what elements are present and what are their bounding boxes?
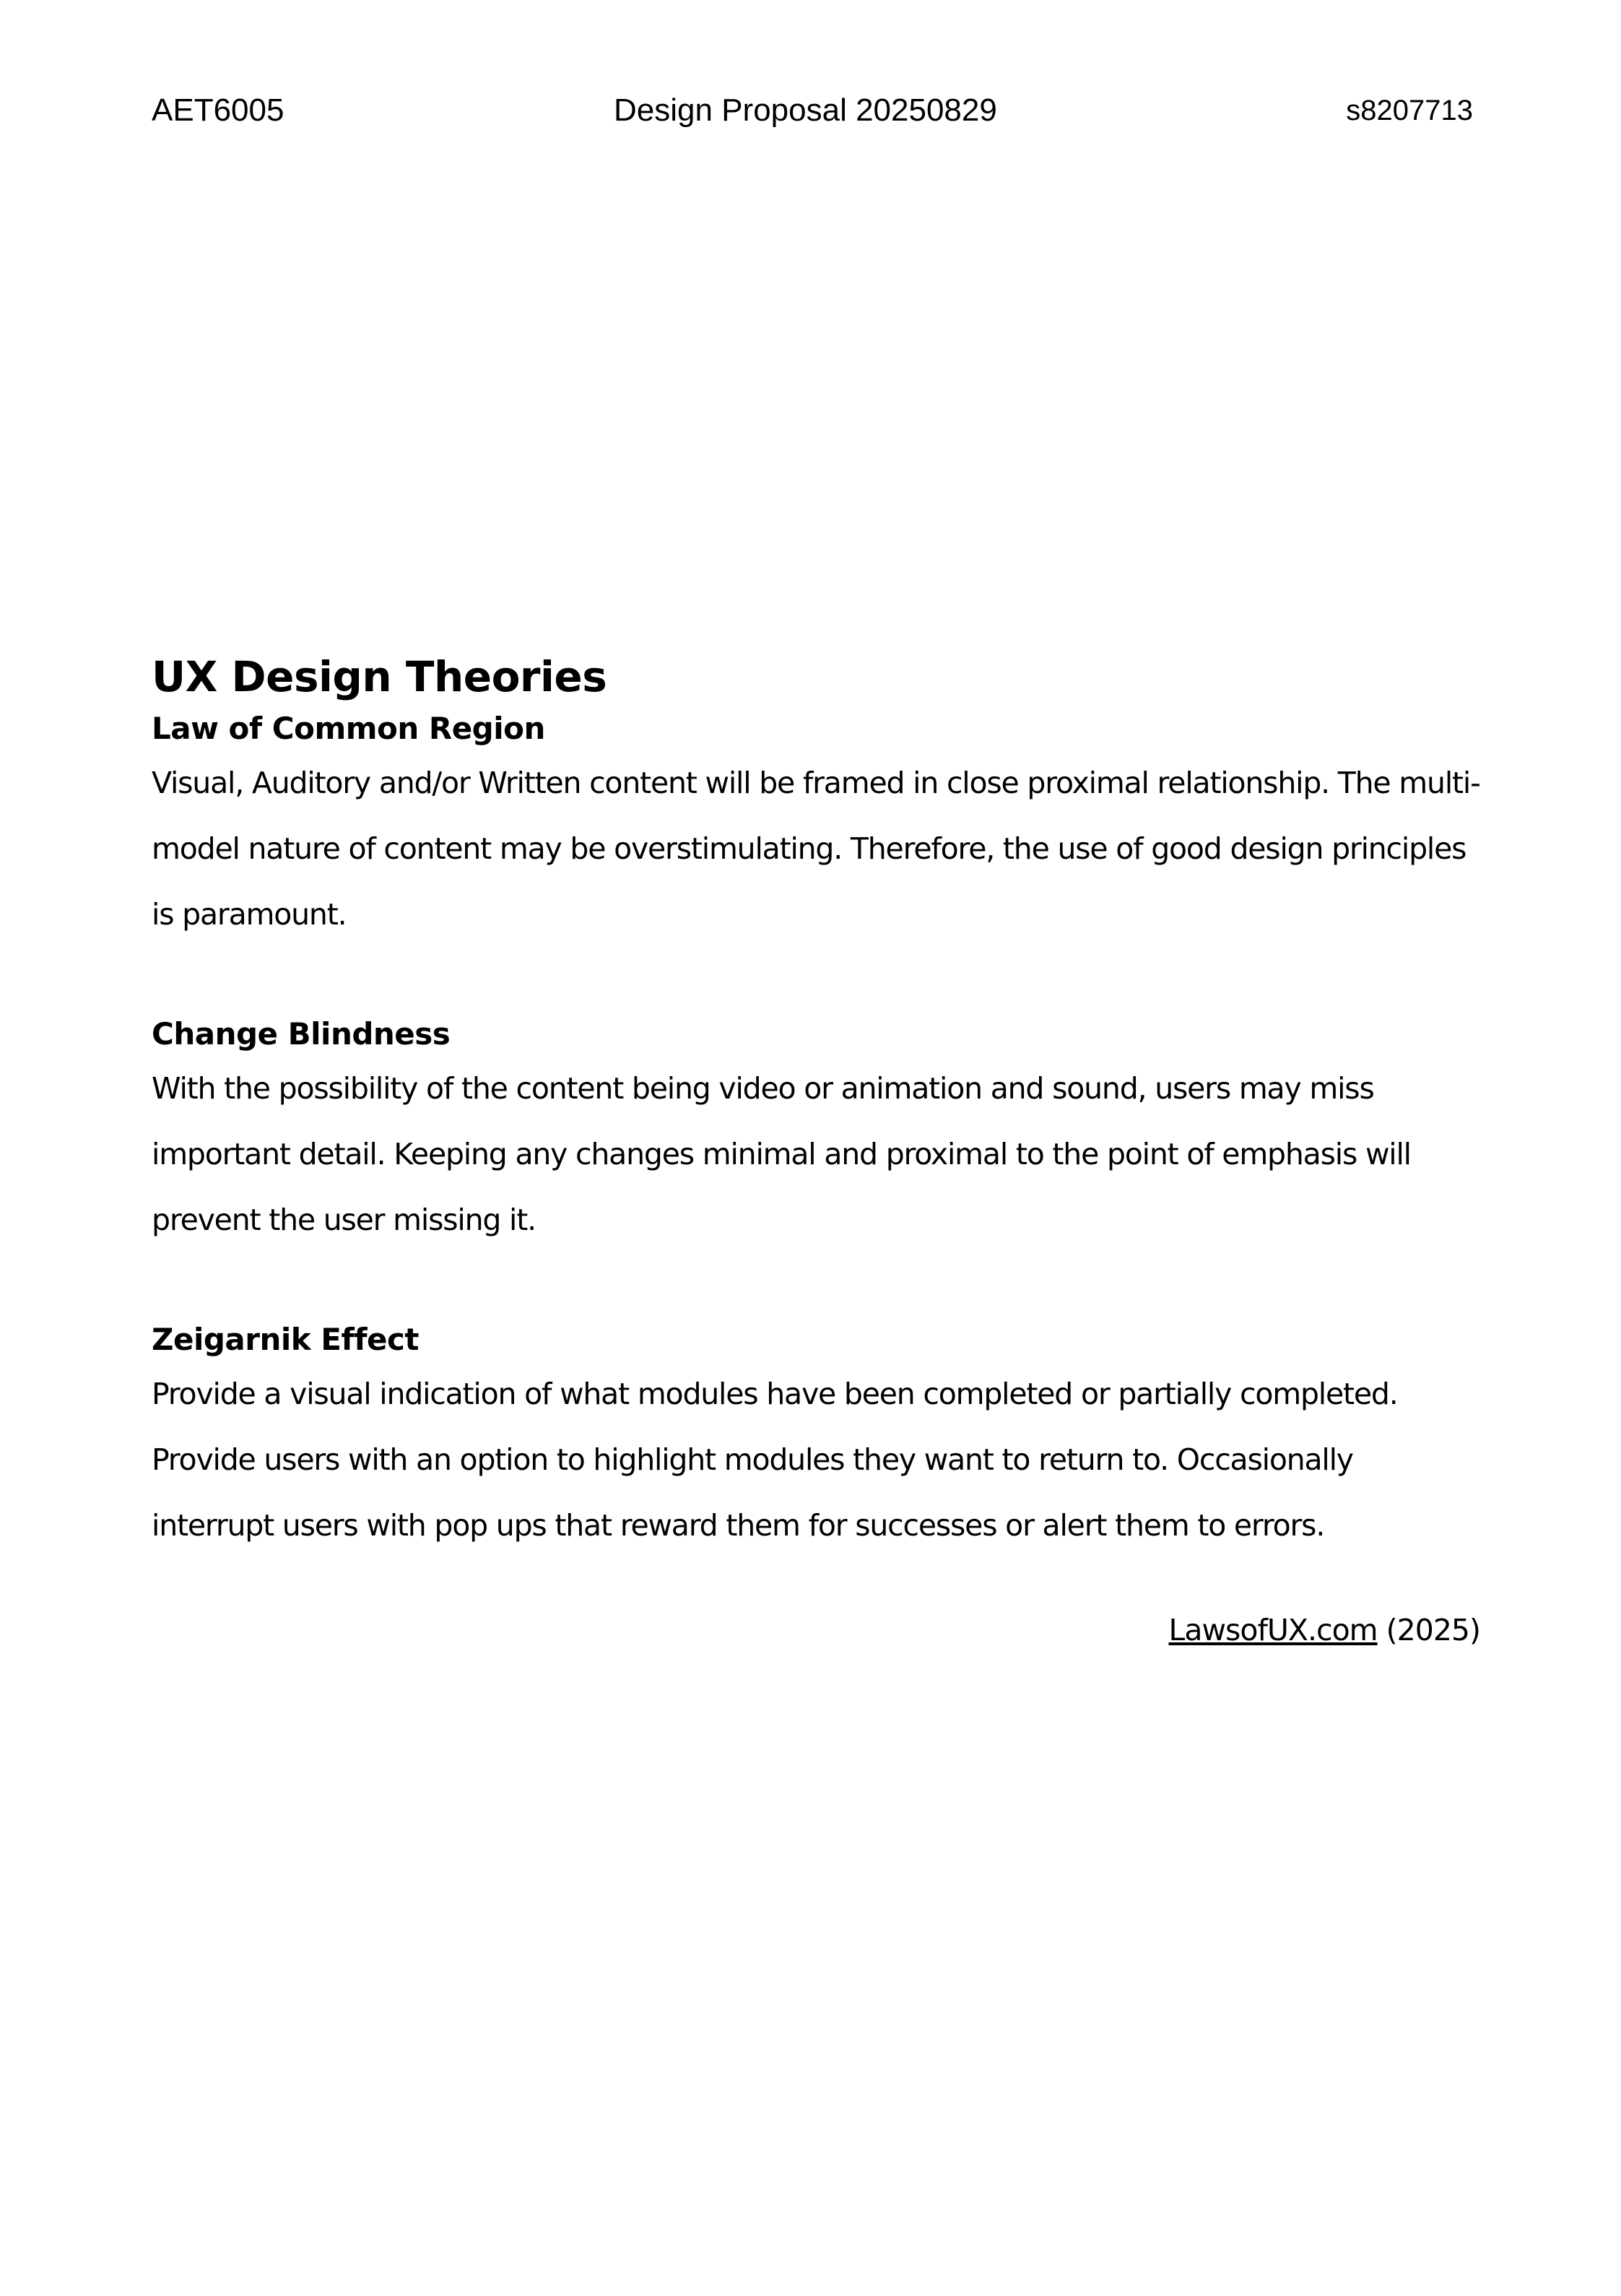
theory-body: With the possibility of the content being video or animation and sound, users may miss important detail. Keeping any changes minimal and proximal to the point of emphasis will prevent the user missing it. bbox=[152, 1071, 1411, 1237]
theory-law-of-common-region bbox=[152, 707, 1480, 948]
citation-link[interactable]: LawsofUX.com bbox=[1168, 1613, 1378, 1647]
theory-title: Change Blindness bbox=[152, 1016, 451, 1052]
theory-body: Provide a visual indication of what modules have been completed or partially completed. Provide users with an option to highlight modules they want to return to. Occasionally interrupt users with pop ups that reward them for successes or alert them to errors. bbox=[152, 1377, 1398, 1543]
course-code: AET6005 bbox=[152, 92, 284, 128]
theory-change-blindness bbox=[152, 1013, 1480, 1253]
main-content bbox=[152, 646, 1480, 1663]
theory-title: Law of Common Region bbox=[152, 711, 545, 746]
student-id: s8207713 bbox=[1346, 95, 1473, 126]
page-header bbox=[152, 85, 1473, 136]
section-title: UX Design Theories bbox=[152, 652, 607, 701]
document-title: Design Proposal 20250829 bbox=[614, 92, 997, 128]
theory-zeigarnik-effect bbox=[152, 1318, 1480, 1559]
citation bbox=[152, 1598, 1480, 1663]
theory-title: Zeigarnik Effect bbox=[152, 1322, 419, 1357]
citation-year: (2025) bbox=[1386, 1613, 1480, 1647]
theory-body: Visual, Auditory and/or Written content will be framed in close proximal relationship. The multi-model nature of content may be overstimulating. Therefore, the use of good design principles is paramount. bbox=[152, 766, 1480, 932]
